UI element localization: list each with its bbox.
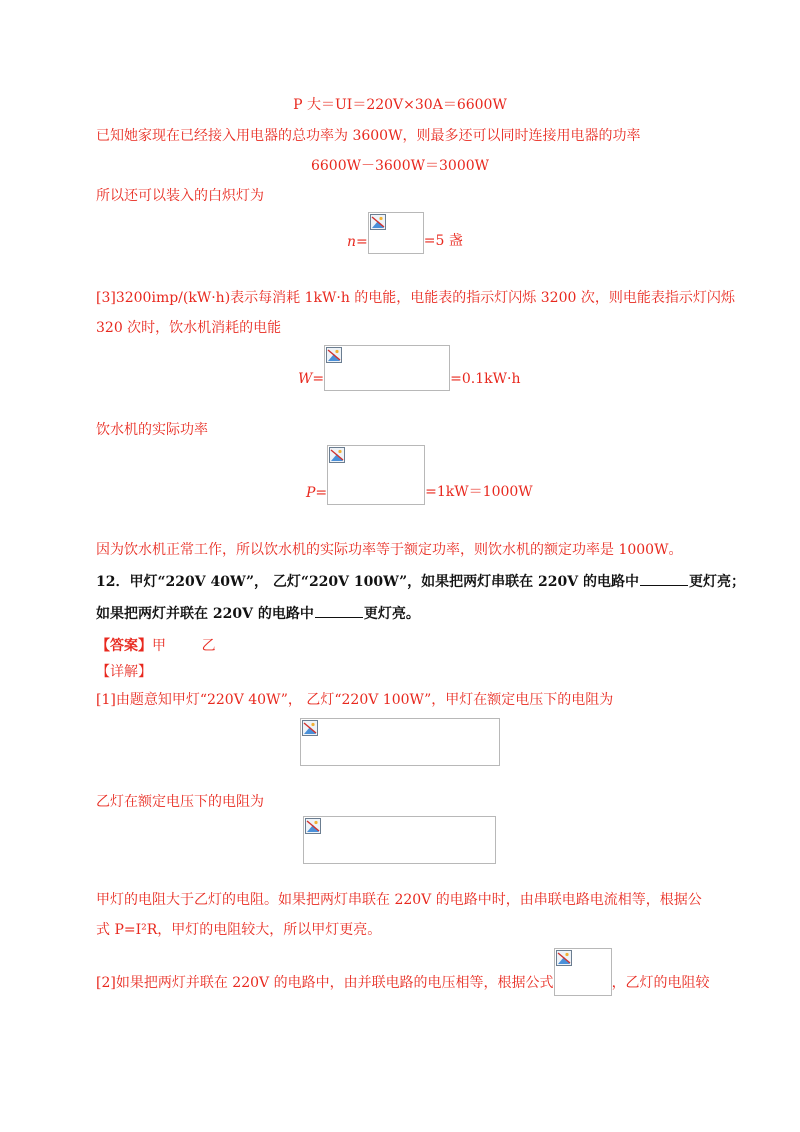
broken-image-icon [370, 214, 386, 230]
answer-values: 甲 乙 [152, 638, 216, 654]
w-prefix: W= [298, 371, 325, 387]
n-prefix: n= [347, 234, 368, 250]
actual-power-label: 饮水机的实际功率 [96, 422, 208, 438]
conclusion-text: 因为饮水机正常工作，所以饮水机的实际功率等于额定功率，则饮水机的额定功率是 1000W。 [96, 542, 683, 558]
answer-blank-2 [315, 617, 363, 618]
broken-image-icon [556, 950, 572, 966]
answer-tag: 【答案】 [96, 638, 152, 654]
answer-line [96, 636, 216, 656]
series-explanation-line1: 甲灯的电阻大于乙灯的电阻。如果把两灯串联在 220V 的电路中时，由串联电路电流相等，根据公 [96, 892, 702, 908]
broken-image-icon [305, 818, 321, 834]
meter-paragraph-line1: [3]3200imp/(kW·h)表示每消耗 1kW·h 的电能，电能表的指示灯闪烁 3200 次，则电能表指示灯闪烁 [96, 290, 735, 306]
formula-image [368, 212, 424, 254]
meter-paragraph-line2: 320 次时，饮水机消耗的电能 [96, 320, 282, 336]
broken-image-icon [326, 347, 342, 363]
question-12-line2 [96, 604, 420, 624]
parallel-explanation-line [96, 948, 710, 996]
detail-tag: 【详解】 [96, 664, 152, 680]
resistance-b-formula-image [303, 816, 496, 864]
question-12-part4: 更灯亮。 [363, 606, 420, 622]
w-suffix: =0.1kW·h [450, 371, 521, 387]
p-formula [306, 445, 533, 505]
resistance-b-label: 乙灯在额定电压下的电阻为 [96, 794, 264, 810]
formula-image [324, 345, 450, 391]
resistance-a-formula-image [300, 718, 500, 766]
formula-image [554, 948, 612, 996]
diff-formula: 6600W－3600W＝3000W [310, 158, 490, 174]
w-formula [298, 345, 520, 391]
n-suffix: =5 盏 [423, 233, 463, 249]
n-formula [347, 212, 463, 254]
question-12-line1 [96, 572, 745, 592]
question-12-part2: 更灯亮； [689, 574, 745, 590]
so-lamps-text: 所以还可以装入的白炽灯为 [96, 188, 264, 204]
p-suffix: =1kW＝1000W [425, 484, 533, 500]
answer-blank-1 [640, 585, 688, 586]
broken-image-icon [302, 720, 318, 736]
p-prefix: P= [306, 485, 328, 501]
p-max-formula: P 大＝UI＝220V×30A＝6600W [293, 97, 507, 113]
known-power-text: 已知她家现在已经接入用电器的总功率为 3600W，则最多还可以同时连接用电器的功率 [96, 128, 641, 144]
formula-image [327, 445, 425, 505]
parallel-suffix: ，乙灯的电阻较 [611, 975, 710, 991]
parallel-prefix: [2]如果把两灯并联在 220V 的电路中，由并联电路的电压相等，根据公式 [96, 975, 554, 991]
series-explanation-line2: 式 P=I²R，甲灯的电阻较大，所以甲灯更亮。 [96, 922, 382, 938]
question-12-part1: 12．甲灯“220V 40W”， 乙灯“220V 100W”，如果把两灯串联在 220V 的电路中 [96, 574, 639, 590]
broken-image-icon [329, 447, 345, 463]
detail-line-1: [1]由题意知甲灯“220V 40W”， 乙灯“220V 100W”，甲灯在额定电压下的电阻为 [96, 692, 614, 708]
question-12-part3: 如果把两灯并联在 220V 的电路中 [96, 606, 314, 622]
